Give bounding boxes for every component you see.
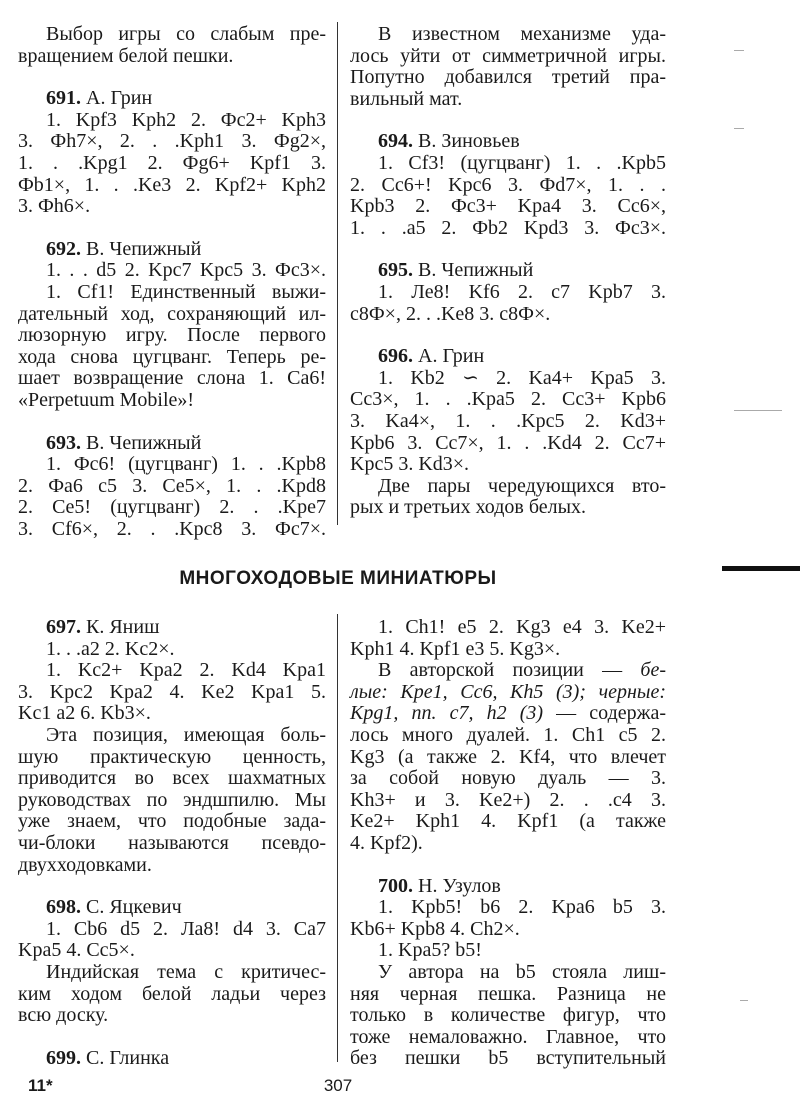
edge-bar bbox=[722, 566, 800, 571]
solution-line: 1. . .a2 2. Kc2×. bbox=[46, 637, 175, 660]
text-line: У автора на b5 стояла лиш- bbox=[378, 960, 666, 983]
edge-mark bbox=[734, 128, 744, 129]
author-position-lead: В авторской позиции — bbox=[378, 659, 641, 682]
solution-line: 1. . .a5 2. Фb2 Kpd3 3. Фc3×. bbox=[350, 216, 666, 239]
solution-line: 1. Cb6 d5 2. Лa8! d4 3. Ca7 bbox=[46, 917, 326, 940]
solution-line: 3. Фh7×, 2. . .Kph1 3. Фg2×, bbox=[18, 130, 326, 153]
column-divider bbox=[337, 614, 338, 1062]
text-line: лось много дуалей. 1. Ch1 c5 2. bbox=[350, 723, 666, 746]
problem-heading-698 bbox=[18, 897, 326, 919]
problem-heading-694 bbox=[350, 131, 666, 153]
text-line: без пешки b5 вступительный bbox=[350, 1047, 666, 1070]
text-line: вильный мат. bbox=[350, 87, 463, 110]
solution-line: Kpb6 3. Cc7×, 1. . .Kd4 2. Cc7+ bbox=[350, 431, 666, 454]
text-line: ким ходом белой ладьи через bbox=[18, 982, 326, 1005]
solution-line: 1. Фc6! (цугцванг) 1. . .Kpb8 bbox=[46, 453, 326, 476]
edge-mark bbox=[734, 50, 744, 51]
text-line: Попутно добавился третий пра- bbox=[350, 66, 666, 89]
solution-line: дательный ход, сохраняющий ил- bbox=[18, 302, 326, 325]
problem-number: 700. bbox=[378, 874, 413, 897]
text-line: 4. Kpf2). bbox=[350, 831, 423, 854]
solution-line: 1. Ch1! e5 2. Kg3 e4 3. Ke2+ bbox=[378, 616, 666, 638]
solution-line: 1. Kpa5? b5! bbox=[378, 939, 482, 962]
solution-line: хода снова цугцванг. Теперь ре- bbox=[18, 345, 326, 368]
solution-line: 1. Cf1! Единственный выжи- bbox=[46, 280, 326, 303]
solution-line: Kpa5 4. Cc5×. bbox=[18, 939, 135, 962]
author-position-rest: — содержа- bbox=[543, 702, 666, 725]
solution-line: Cc3×, 1. . .Kpa5 2. Cc3+ Kpb6 bbox=[350, 388, 666, 411]
author-position-line bbox=[350, 660, 666, 682]
edge-mark bbox=[734, 410, 782, 411]
text-line: двухходовками. bbox=[18, 853, 152, 876]
text-line: тоже немаловажно. Главное, что bbox=[350, 1025, 666, 1048]
text-line: уже знаем, что подобные зада- bbox=[18, 810, 326, 833]
solution-line: 2. Cc6+! Kpc6 3. Фd7×, 1. . . bbox=[350, 173, 666, 196]
problem-author: Н. Узулов bbox=[418, 874, 501, 897]
column-divider bbox=[337, 22, 338, 525]
solution-line: 3. Фh6×. bbox=[18, 195, 91, 218]
text-line: приводится во всех шахматных bbox=[18, 767, 326, 790]
problem-heading-696 bbox=[350, 346, 666, 368]
text-line: руководствах по эндшпилю. Мы bbox=[18, 788, 326, 811]
problem-author: В. Зиновьев bbox=[418, 130, 520, 153]
text-line: Эта позиция, имеющая боль- bbox=[46, 723, 326, 746]
text-line: лось уйти от симметричной игры. bbox=[350, 44, 666, 67]
problem-author: В. Чепижный bbox=[418, 259, 534, 282]
column-top-left bbox=[18, 24, 326, 540]
text-line: Две пары чередующихся вто- bbox=[378, 474, 666, 497]
problem-heading-691 bbox=[18, 88, 326, 110]
problem-author: В. Чепижный bbox=[86, 431, 202, 454]
author-position-line bbox=[350, 682, 666, 704]
text-line: Выбор игры со слабым пре- bbox=[46, 23, 326, 45]
solution-line: 2. Фa6 c5 3. Ce5×, 1. . .Kpd8 bbox=[18, 474, 326, 497]
author-position-italic: бе- bbox=[640, 659, 666, 682]
signature-mark: 11* bbox=[28, 1076, 53, 1095]
solution-line: 1. Kpb5! b6 2. Kpa6 b5 3. bbox=[378, 896, 666, 919]
solution-line: 1. . . d5 2. Kpc7 Kpc5 3. Фc3×. bbox=[46, 259, 326, 282]
author-position-italic: Kpg1, пп. c7, h2 (3) bbox=[350, 702, 544, 725]
problem-author: К. Яниш bbox=[86, 616, 160, 638]
edge-mark bbox=[740, 1000, 748, 1001]
problem-heading-699 bbox=[18, 1048, 326, 1070]
solution-line: 1. . .Kpg1 2. Фg6+ Kpf1 3. bbox=[18, 151, 326, 174]
problem-heading-693 bbox=[18, 433, 326, 455]
solution-line: Kb6+ Kpb8 4. Ch2×. bbox=[350, 917, 520, 940]
problem-author: С. Глинка bbox=[86, 1046, 170, 1069]
solution-line: 1. Cf3! (цугцванг) 1. . .Kpb5 bbox=[378, 151, 666, 174]
text-line: Ke2+ Kph1 4. Kpf1 (а также bbox=[350, 810, 666, 833]
page-number: 307 bbox=[323, 1076, 353, 1095]
problem-heading-695 bbox=[350, 260, 666, 282]
problem-author: С. Яцкевич bbox=[86, 896, 182, 919]
text-line: В известном механизме уда- bbox=[378, 23, 666, 45]
text-line: шую практическую ценность, bbox=[18, 745, 326, 768]
text-line: няя черная пешка. Разница не bbox=[350, 982, 666, 1005]
problem-number: 696. bbox=[378, 345, 413, 368]
problem-number: 692. bbox=[46, 237, 81, 260]
text-line: Kh3+ и 3. Ke2+) 2. . .c4 3. bbox=[350, 788, 666, 811]
solution-line: 1. Kc2+ Kpa2 2. Kd4 Kpa1 bbox=[46, 659, 326, 682]
text-line: вращением белой пешки. bbox=[18, 44, 234, 67]
solution-line: Kpc5 3. Kd3×. bbox=[350, 453, 470, 476]
text-line: только в количестве фигур, что bbox=[350, 1004, 666, 1027]
solution-line: 3. Kpc2 Kpa2 4. Ke2 Kpa1 5. bbox=[18, 680, 326, 703]
solution-line: Фb1×, 1. . .Ke3 2. Kpf2+ Kph2 bbox=[18, 173, 326, 196]
problem-heading-697 bbox=[18, 617, 326, 639]
solution-line: люзорную игру. После первого bbox=[18, 324, 326, 347]
problem-number: 694. bbox=[378, 130, 413, 153]
solution-line: 1. Kb2 ∽ 2. Ka4+ Kpa5 3. bbox=[378, 366, 666, 389]
text-line: за собой новую дуаль — 3. bbox=[350, 767, 666, 790]
solution-line: c8Ф×, 2. . .Ke8 3. c8Ф×. bbox=[350, 302, 551, 325]
problem-number: 697. bbox=[46, 616, 81, 638]
text-line: всю доску. bbox=[18, 1004, 109, 1027]
problem-heading-700 bbox=[350, 876, 666, 898]
column-top-right bbox=[350, 24, 666, 519]
section-title: МНОГОХОДОВЫЕ МИНИАТЮРЫ bbox=[179, 568, 497, 589]
problem-author: А. Грин bbox=[418, 345, 485, 368]
solution-line: 3. Cf6×, 2. . .Kpc8 3. Фc7×. bbox=[18, 517, 326, 540]
solution-line: 3. Ka4×, 1. . .Kpc5 2. Kd3+ bbox=[350, 409, 666, 432]
problem-author: В. Чепижный bbox=[86, 237, 202, 260]
solution-line: 1. Kpf3 Kph2 2. Фc2+ Kph3 bbox=[46, 108, 326, 131]
author-position-italic: лые: Kpe1, Cc6, Kh5 (3); черные: bbox=[350, 680, 666, 703]
problem-number: 699. bbox=[46, 1046, 81, 1069]
solution-line: 2. Ce5! (цугцванг) 2. . .Kpe7 bbox=[18, 496, 326, 519]
problem-number: 698. bbox=[46, 896, 81, 919]
author-position-line bbox=[350, 703, 666, 725]
problem-number: 693. bbox=[46, 431, 81, 454]
solution-line: 1. Лe8! Kf6 2. c7 Kpb7 3. bbox=[378, 280, 666, 303]
column-bottom-left bbox=[18, 617, 326, 1069]
problem-heading-692 bbox=[18, 239, 326, 261]
column-bottom-right bbox=[350, 617, 666, 1070]
problem-author: А. Грин bbox=[86, 87, 153, 110]
text-line: Индийская тема с критичес- bbox=[46, 960, 326, 983]
problem-number: 695. bbox=[378, 259, 413, 282]
solution-line: Kph1 4. Kpf1 e3 5. Kg3×. bbox=[350, 637, 561, 660]
text-line: Kg3 (а также 2. Kf4, что влечет bbox=[350, 745, 666, 768]
text-line: чи-блоки называются псевдо- bbox=[18, 831, 326, 854]
solution-line: Kpb3 2. Фc3+ Kpa4 3. Cc6×, bbox=[350, 195, 666, 218]
problem-number: 691. bbox=[46, 87, 81, 110]
solution-line: Kc1 a2 6. Kb3×. bbox=[18, 702, 151, 725]
solution-line: «Perpetuum Mobile»! bbox=[18, 388, 195, 411]
text-line: рых и третьих ходов белых. bbox=[350, 496, 587, 519]
solution-line: шает возвращение слона 1. Ca6! bbox=[18, 367, 326, 390]
